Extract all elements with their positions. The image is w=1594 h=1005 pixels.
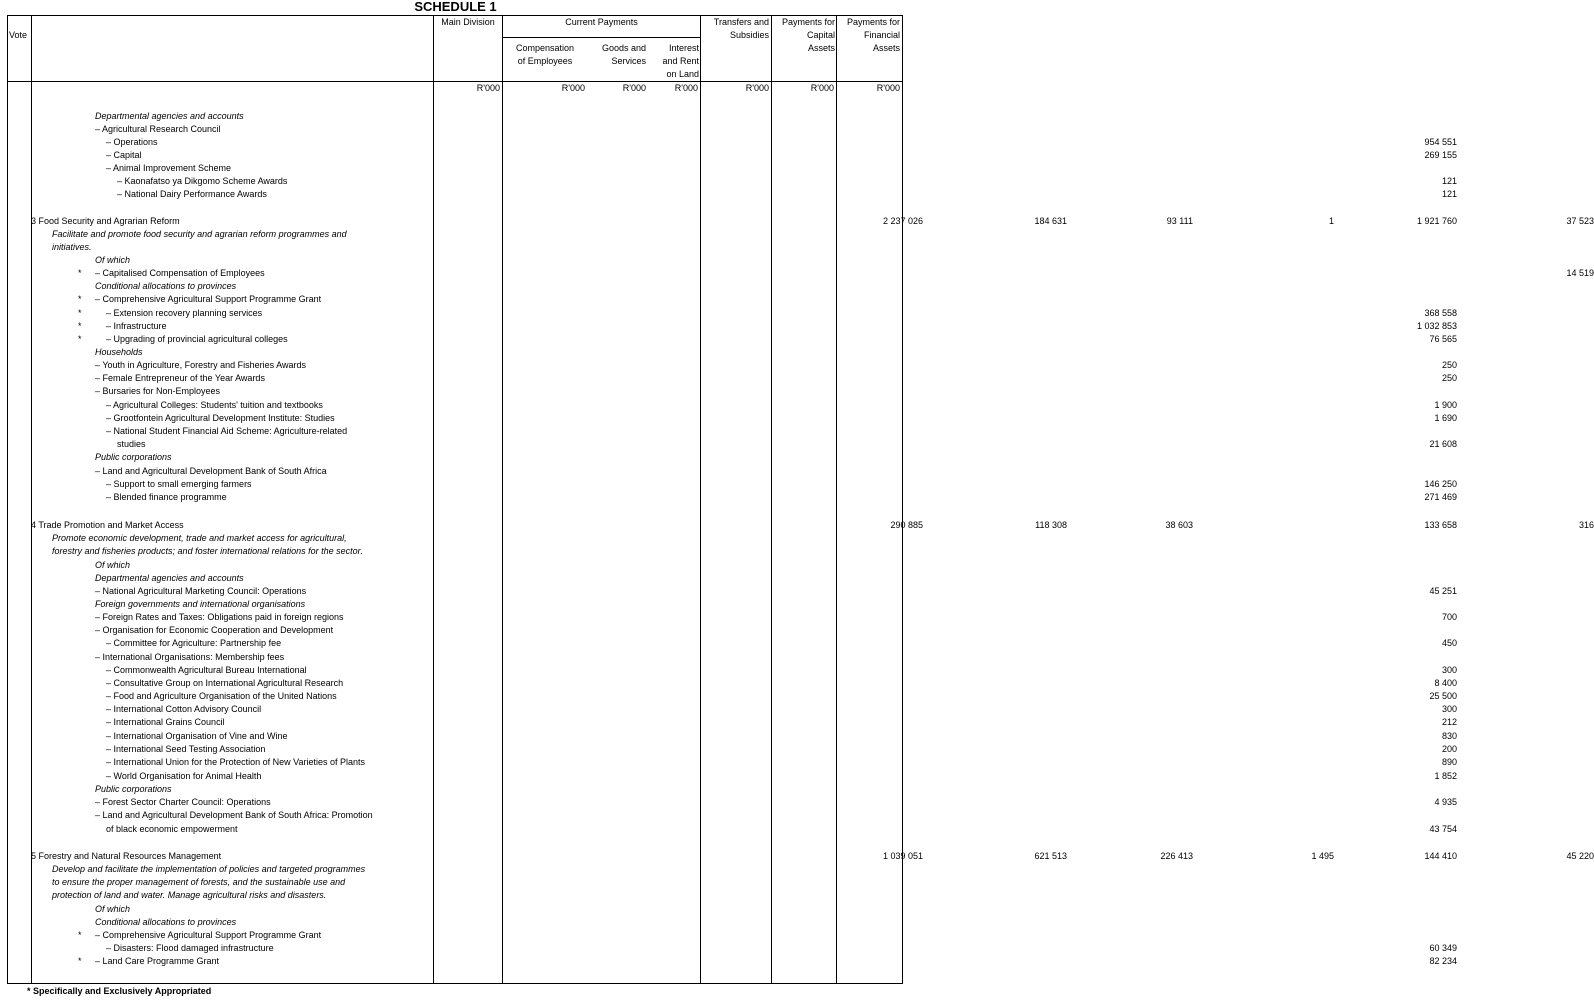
row-label: – Land and Agricultural Development Bank of South Africa: Promotion [95,810,373,820]
amount-transfers: 954 551 [1424,137,1457,147]
row-label: – International Organisations: Membership fees [95,652,285,662]
row-label: – Bursaries for Non-Employees [95,386,221,396]
row-label: Foreign governments and international organisations [95,599,306,609]
row-label: – Disasters: Flood damaged infrastructure [106,943,274,953]
row-label: – National Student Financial Aid Scheme: Agriculture-related [106,426,348,436]
amount-goods: 38 603 [1165,520,1193,530]
current-payments-divider [502,37,700,38]
appropriation-marker: * [78,294,82,304]
amount-transfers: 450 [1441,638,1457,648]
row-label: – Organisation for Economic Cooperation and Development [95,625,334,635]
amount-goods: 226 413 [1160,851,1193,861]
row-label: – Upgrading of provincial agricultural colleges [106,334,288,344]
amount-transfers: 212 [1441,717,1457,727]
amount-transfers: 271 469 [1424,492,1457,502]
row-label: – Blended finance programme [106,492,227,502]
row-label: – International Union for the Protection of New Varieties of Plants [106,757,365,767]
amount-transfers: 250 [1441,360,1457,370]
appropriation-marker: * [78,308,82,318]
amount-comp: 621 513 [1034,851,1067,861]
row-label: – Female Entrepreneur of the Year Awards [95,373,265,383]
column-divider [502,15,503,984]
row-label: Public corporations [95,784,172,794]
row-label: – International Grains Council [106,717,225,727]
footnote: * Specifically and Exclusively Appropriated [27,986,212,996]
appropriation-marker: * [78,930,82,940]
row-label: – Agricultural Colleges: Students' tuition and textbooks [106,400,323,410]
amount-transfers: 200 [1441,744,1457,754]
row-label: Of which [95,255,131,265]
header-financial-assets: Payments for Financial Assets [846,17,900,53]
row-label: 4 Trade Promotion and Market Access [31,520,184,530]
amount-transfers: 1 852 [1434,771,1457,781]
column-divider [433,15,434,984]
unit-financial-assets: R'000 [876,83,900,93]
row-label: – Food and Agriculture Organisation of the United Nations [106,691,337,701]
row-label: of black economic empowerment [106,824,238,834]
schedule-table [7,15,1594,984]
unit-transfers: R'000 [745,83,769,93]
unit-main-division: R'000 [476,83,500,93]
row-label: – Land Care Programme Grant [95,956,220,966]
row-label: protection of land and water. Manage agricultural risks and disasters. [52,890,327,900]
row-label: Of which [95,560,131,570]
row-label: – Infrastructure [106,321,167,331]
amount-main: 290 885 [890,520,923,530]
amount-transfers: 890 [1441,757,1457,767]
amount-capital: 37 523 [1566,216,1594,226]
header-goods-services: Goods and Services [601,43,646,66]
row-label: to ensure the proper management of forests, and the sustainable use and [52,877,346,887]
row-label: – Land and Agricultural Development Bank of South Africa [95,466,327,476]
header-capital-assets: Payments for Capital Assets [781,17,835,53]
amount-transfers: 8 400 [1434,678,1457,688]
amount-transfers: 60 349 [1429,943,1457,953]
header-transfers-subsidies: Transfers and Subsidies [713,17,769,40]
appropriation-marker: * [78,334,82,344]
row-label: – International Seed Testing Association [106,744,266,754]
amount-interest: 1 [1328,216,1334,226]
row-label: – Commonwealth Agricultural Bureau International [106,665,307,675]
row-label: – International Cotton Advisory Council [106,704,262,714]
amount-main: 1 039 051 [882,851,923,861]
amount-transfers: 300 [1441,665,1457,675]
amount-transfers: 1 900 [1434,400,1457,410]
amount-transfers: 21 608 [1429,439,1457,449]
amount-transfers: 700 [1441,612,1457,622]
appropriation-marker: * [78,268,82,278]
amount-transfers: 144 410 [1424,851,1457,861]
row-label: forestry and fisheries products; and foster international relations for the sector. [52,546,363,556]
amount-transfers: 269 155 [1424,150,1457,160]
row-label: Public corporations [95,452,172,462]
amount-transfers: 82 234 [1429,956,1457,966]
unit-goods-services: R'000 [622,83,646,93]
amount-transfers: 45 251 [1429,586,1457,596]
amount-transfers: 25 500 [1429,691,1457,701]
amount-interest: 1 495 [1311,851,1334,861]
header-compensation: Compensation of Employees [515,43,575,66]
row-label: – Grootfontein Agricultural Development Institute: Studies [106,413,335,423]
unit-capital-assets: R'000 [810,83,834,93]
amount-main: 2 237 026 [882,216,923,226]
amount-transfers: 1 032 853 [1416,321,1457,331]
amount-comp: 184 631 [1034,216,1067,226]
row-label: – Consultative Group on International Agricultural Research [106,678,344,688]
row-label: – Agricultural Research Council [95,124,221,134]
row-label: Facilitate and promote food security and agrarian reform programmes and [52,229,347,239]
row-label: Promote economic development, trade and market access for agricultural, [52,533,347,543]
row-label: – Forest Sector Charter Council: Operations [95,797,271,807]
row-label: – Extension recovery planning services [106,308,263,318]
header-main-division: Main Division [441,17,495,27]
amount-transfers: 146 250 [1424,479,1457,489]
row-label: Conditional allocations to provinces [95,281,237,291]
header-current-payments: Current Payments [565,17,638,27]
row-label: – Animal Improvement Scheme [106,163,232,173]
amount-transfers: 76 565 [1429,334,1457,344]
row-label: – Youth in Agriculture, Forestry and Fisheries Awards [95,360,306,370]
row-label: – World Organisation for Animal Health [106,771,262,781]
row-label: – Foreign Rates and Taxes: Obligations paid in foreign regions [95,612,344,622]
appropriation-marker: * [78,956,82,966]
row-label: Develop and facilitate the implementation of policies and targeted programmes [52,864,366,874]
row-label: – Committee for Agriculture: Partnership fee [106,638,282,648]
amount-capital: 14 519 [1566,268,1594,278]
amount-transfers: 133 658 [1424,520,1457,530]
row-label: – Capital [106,150,142,160]
row-label: – Support to small emerging farmers [106,479,252,489]
row-label: Households [95,347,143,357]
amount-goods: 93 111 [1166,216,1193,226]
header-interest-rent: Interest and Rent on Land [662,43,699,79]
row-label: initiatives. [52,242,92,252]
row-label: – Comprehensive Agricultural Support Programme Grant [95,930,322,940]
row-label: Departmental agencies and accounts [95,111,244,121]
row-label: 5 Forestry and Natural Resources Management [31,851,222,861]
schedule-title: SCHEDULE 1 [414,0,497,14]
amount-transfers: 830 [1441,731,1457,741]
row-label: – Comprehensive Agricultural Support Programme Grant [95,294,322,304]
row-label: – Kaonafatso ya Dikgomo Scheme Awards [117,176,288,186]
row-label: studies [117,439,146,449]
header-vote: Vote [9,30,28,40]
unit-interest-rent: R'000 [674,83,698,93]
amount-capital: 45 220 [1566,851,1594,861]
row-label: – International Organisation of Vine and Wine [106,731,288,741]
table-border-left [7,15,8,984]
column-divider [31,15,32,984]
amount-transfers: 250 [1441,373,1457,383]
row-label: 3 Food Security and Agrarian Reform [31,216,180,226]
amount-transfers: 43 754 [1429,824,1457,834]
row-label: – Operations [106,137,158,147]
row-label: Of which [95,904,131,914]
amount-transfers: 1 690 [1434,413,1457,423]
amount-capital: 316 [1578,520,1594,530]
unit-compensation: R'000 [561,83,585,93]
amount-transfers: 300 [1441,704,1457,714]
row-label: – Capitalised Compensation of Employees [95,268,265,278]
amount-comp: 118 308 [1035,520,1067,530]
row-label: – National Dairy Performance Awards [117,189,267,199]
amount-transfers: 121 [1441,189,1457,199]
amount-transfers: 1 921 760 [1416,216,1457,226]
appropriation-marker: * [78,321,82,331]
amount-transfers: 368 558 [1424,308,1457,318]
row-label: Conditional allocations to provinces [95,917,237,927]
row-label: Departmental agencies and accounts [95,573,244,583]
amount-transfers: 4 935 [1434,797,1457,807]
row-label: – National Agricultural Marketing Council: Operations [95,586,307,596]
amount-transfers: 121 [1441,176,1457,186]
